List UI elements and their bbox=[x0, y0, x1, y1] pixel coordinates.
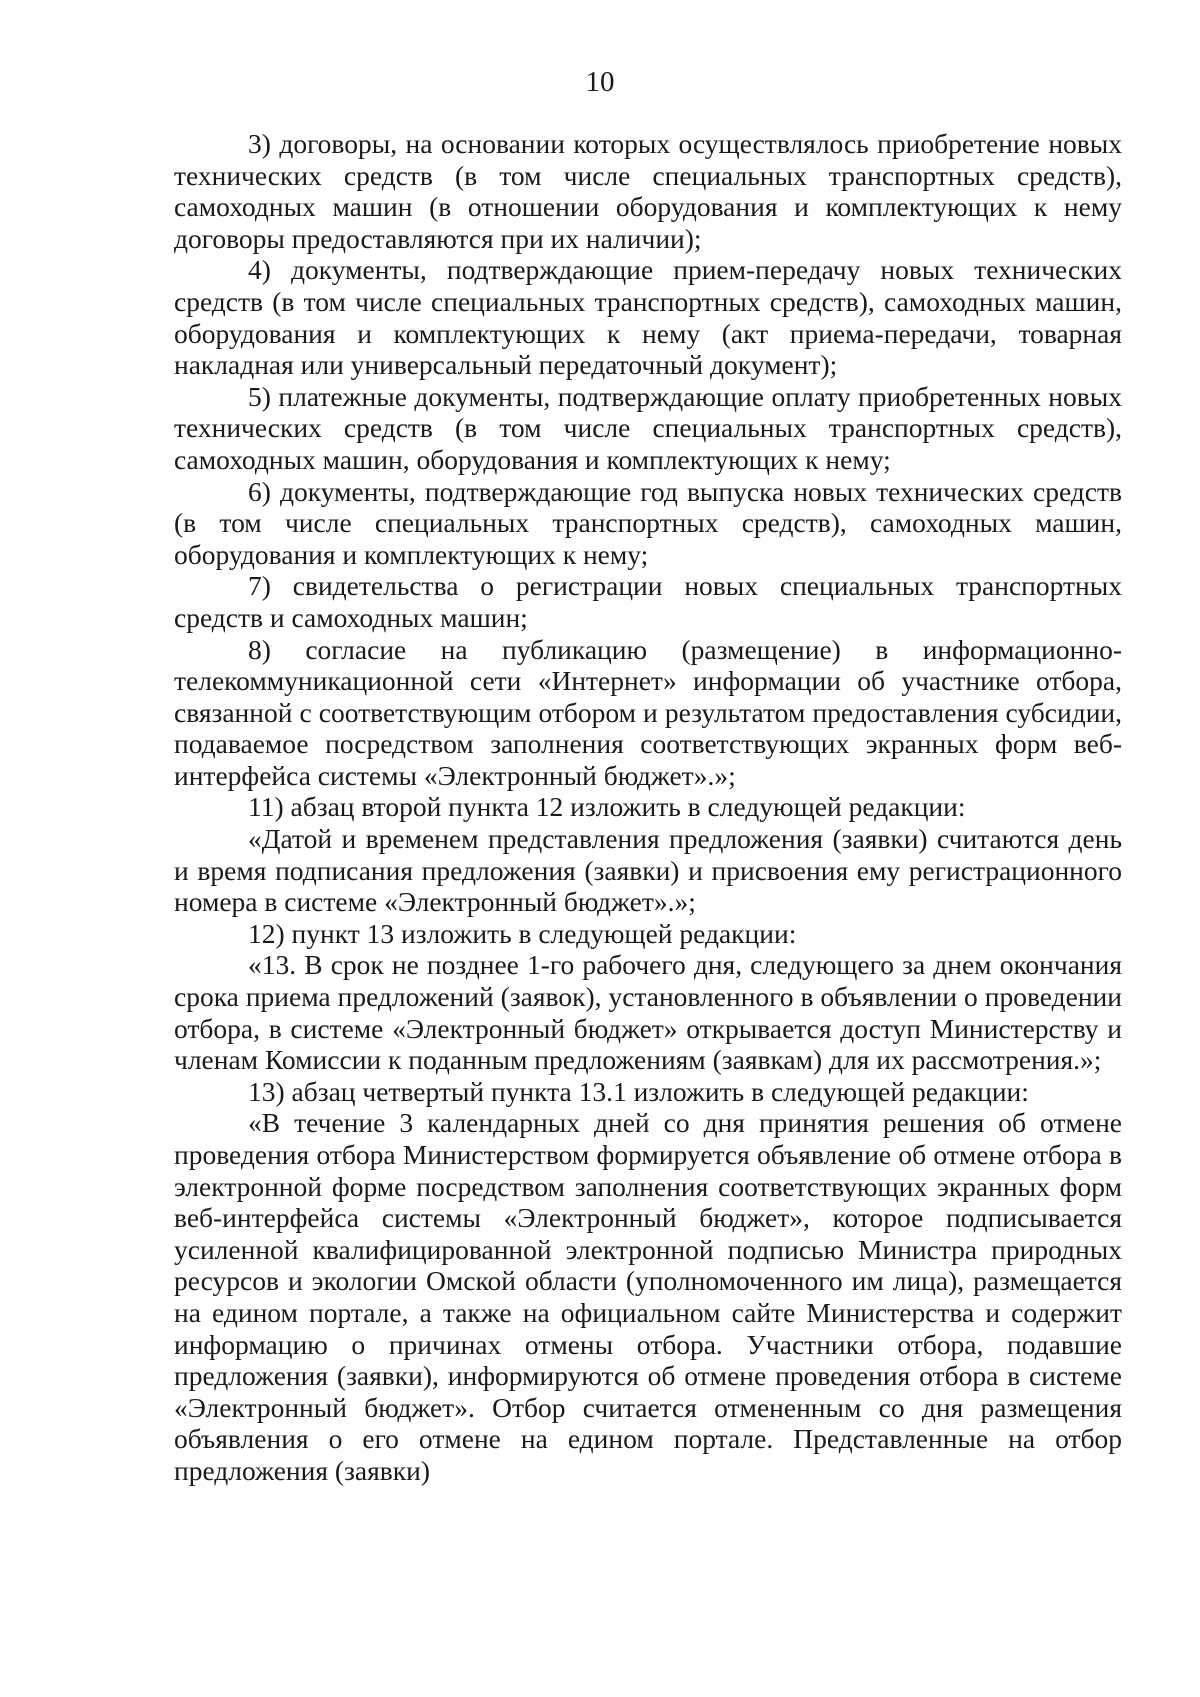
page-number: 10 bbox=[585, 66, 615, 98]
paragraph-amendment-13: 13) абзац четвертый пункта 13.1 изложить в следующей редакции: bbox=[248, 1075, 1029, 1107]
paragraph-item-6: 6) документы, подтверждающие год выпуска новых технических средств (в том числе специальных транспортных средств), самоходных машин, оборудования и комплектующих к нему; bbox=[174, 475, 1122, 570]
paragraph-item-3: 3) договоры, на основании которых осуществлялось приобретение новых технических средств (в том числе специальных транспортных средств), самоходных машин (в отношении оборудования и комплектующих к нему договоры предоставляются при их наличии); bbox=[174, 128, 1122, 254]
document-body bbox=[174, 128, 1122, 1487]
paragraph-amendment-12: 12) пункт 13 изложить в следующей редакции: bbox=[248, 917, 797, 949]
paragraph-item-8: 8) согласие на публикацию (размещение) в информационно-телекоммуникационной сети «Интернет» информации об участнике отбора, связанной с соответствующим отбором и результатом предоставления субсидии, подаваемое посредством заполнения соответствующих экранных форм веб-интерфейса системы «Электронный бюджет».»; bbox=[174, 633, 1122, 791]
paragraph-amendment-13-text: «В течение 3 календарных дней со дня принятия решения об отмене проведения отбора Министерством формируется объявление об отмене отбора в электронной форме посредством заполнения соответствующих экранных форм веб-интерфейса системы «Электронный бюджет», которое подписывается усиленной квалифицированной электронной подписью Министра природных ресурсов и экологии Омской области (уполномоченного им лица), размещается на едином портале, а также на официальном сайте Министерства и содержит информацию о причинах отмены отбора. Участники отбора, подавшие предложения (заявки), информируются об отмене проведения отбора в системе «Электронный бюджет». Отбор считается отмененным со дня размещения объявления о его отмене на едином портале. Представленные на отбор предложения (заявки) bbox=[174, 1107, 1122, 1486]
paragraph-item-4: 4) документы, подтверждающие прием-передачу новых технических средств (в том числе специальных транспортных средств), самоходных машин, оборудования и комплектующих к нему (акт приема-передачи, товарная накладная или универсальный передаточный документ); bbox=[174, 254, 1122, 381]
paragraph-item-7: 7) свидетельства о регистрации новых специальных транспортных средств и самоходных машин; bbox=[174, 570, 1122, 633]
paragraph-item-5: 5) платежные документы, подтверждающие оплату приобретенных новых технических средств (в том числе специальных транспортных средств), самоходных машин, оборудования и комплектующих к нему; bbox=[174, 380, 1122, 475]
paragraph-amendment-11: 11) абзац второй пункта 12 изложить в следующей редакции: bbox=[248, 791, 966, 823]
paragraph-amendment-12-text: «13. В срок не позднее 1-го рабочего дня, следующего за днем окончания срока приема предложений (заявок), установленного в объявлении о проведении отбора, в системе «Электронный бюджет» открывается доступ Министерству и членам Комиссии к поданным предложениям (заявкам) для их рассмотрения.»; bbox=[174, 949, 1122, 1076]
paragraph-amendment-11-text: «Датой и временем представления предложения (заявки) считаются день и время подписания предложения (заявки) и присвоения ему регистрационного номера в системе «Электронный бюджет».»; bbox=[174, 823, 1122, 918]
